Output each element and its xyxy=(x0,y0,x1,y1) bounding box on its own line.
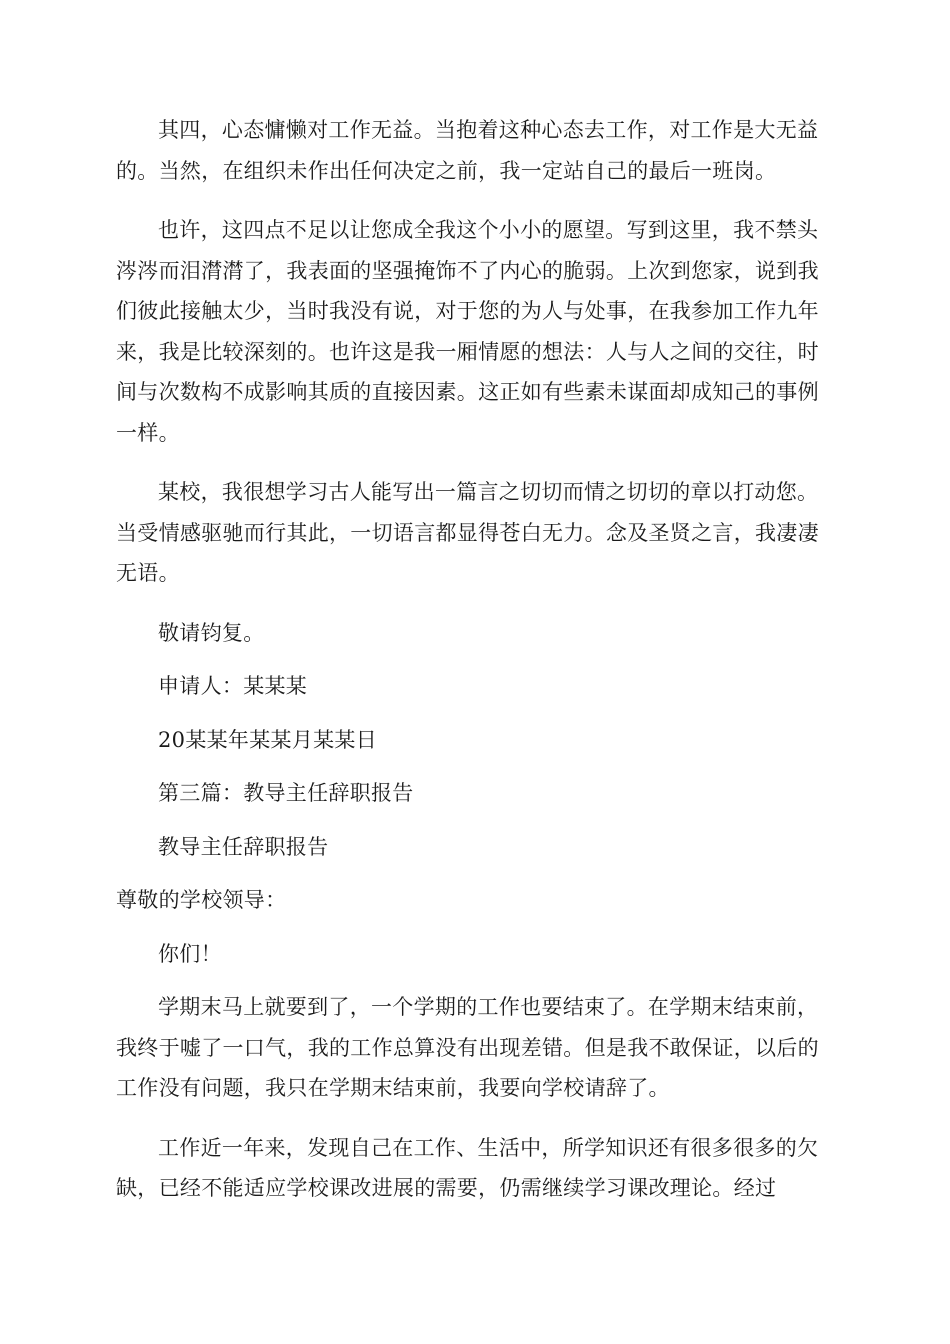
paragraph: 也许，这四点不足以让您成全我这个小小的愿望。写到这里，我不禁头涔涔而泪潸潸了，我表面的坚强掩饰不了内心的脆弱。上次到您家，说到我们彼此接触太少，当时我没有说，对于您的为人与处事，在我参加工作九年来，我是比较深刻的。也许这是我一厢情愿的想法：人与人之间的交往，时间与次数构不成影响其质的直接因素。这正如有些素未谋面却成知己的事例一样。 xyxy=(116,218,819,445)
closing-line: 敬请钧复。 xyxy=(158,620,265,645)
paragraph: 其四，心态慵懒对工作无益。当抱着这种心态去工作，对工作是大无益的。当然，在组织未作出任何决定之前，我一定站自己的最后一班岗。 xyxy=(116,118,819,183)
paragraph: 学期末马上就要到了，一个学期的工作也要结束了。在学期末结束前，我终于嘘了一口气，我的工作总算没有出现差错。但是我不敢保证，以后的工作没有问题，我只在学期末结束前，我要向学校请辞了。 xyxy=(116,995,819,1100)
paragraph: 某校，我很想学习古人能写出一篇言之切切而情之切切的章以打动您。当受情感驱驰而行其此，一切语言都显得苍白无力。念及圣贤之言，我凄凄无语。 xyxy=(116,480,819,585)
section-heading: 第三篇：教导主任辞职报告 xyxy=(158,781,414,805)
date-line: 20某某年某某月某某日 xyxy=(158,727,378,752)
greeting: 你们！ xyxy=(158,941,222,966)
applicant-line: 申请人：某某某 xyxy=(158,674,308,698)
report-title: 教导主任辞职报告 xyxy=(158,834,329,859)
document-body xyxy=(116,110,836,1209)
paragraph: 工作近一年来，发现自己在工作、生活中，所学知识还有很多很多的欠缺，已经不能适应学校课改进展的需要，仍需继续学习课改理论。经过 xyxy=(116,1135,819,1200)
salutation: 尊敬的学校领导： xyxy=(116,888,287,912)
